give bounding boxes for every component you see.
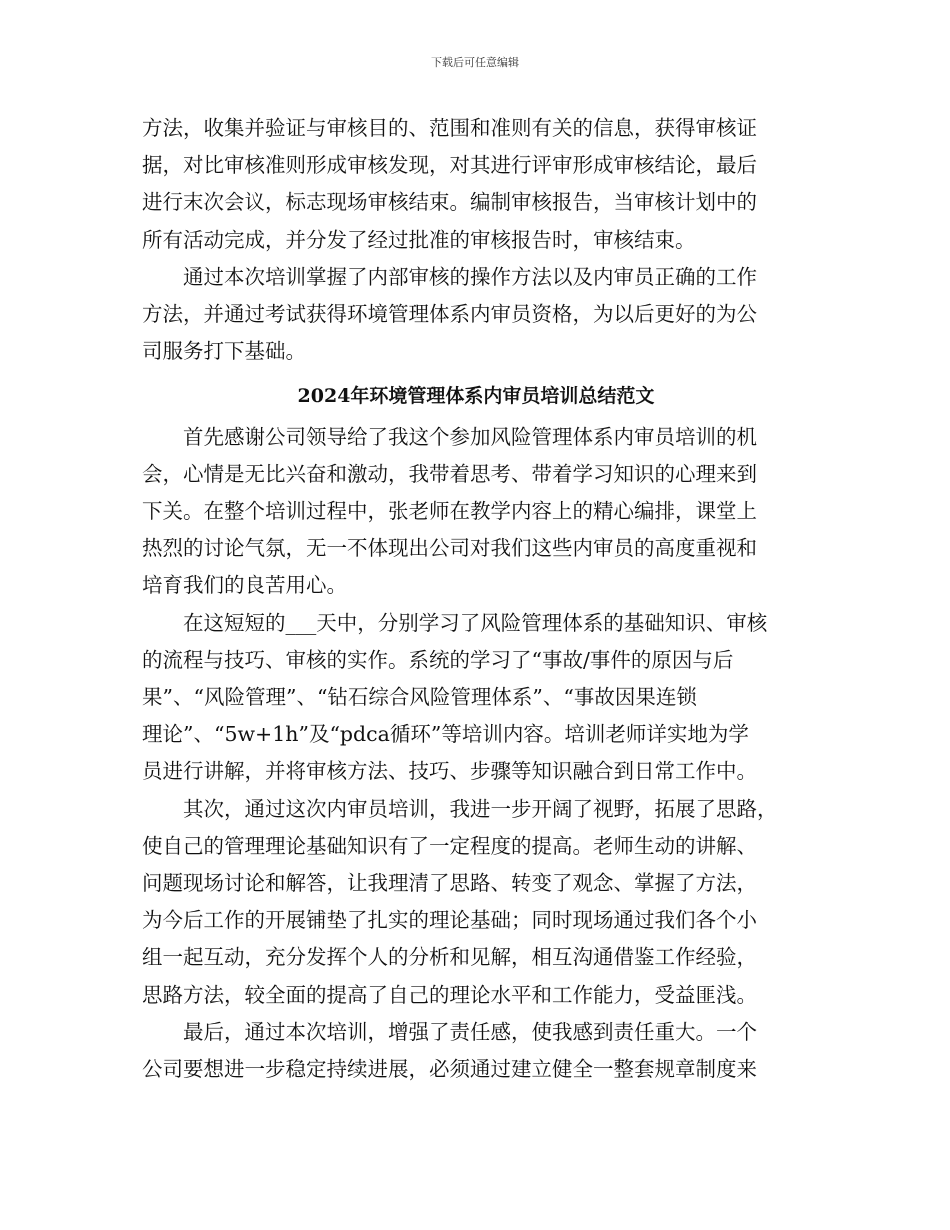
text-line: 思路方法，较全面的提高了自己的理论水平和工作能力，受益匪浅。 [142,982,757,1007]
text-line: 方法，收集并验证与审核目的、范围和准则有关的信息，获得审核证 [142,116,757,140]
paragraph-secondly [142,791,810,1014]
paragraph-audit-process [142,110,810,259]
text-line: 组一起互动，充分发挥个人的分析和见解，相互沟通借鉴工作经验， [142,945,757,970]
text-line: 在这短短的___天中，分别学习了风险管理体系的基础知识、审核 [142,610,768,635]
text-line: 问题现场讨论和解答，让我理清了思路、转变了观念、掌握了方法， [142,871,757,896]
text-line: 员进行讲解，并将审核方法、技巧、步骤等知识融合到日常工作中。 [142,759,757,784]
text-line: 首先感谢公司领导给了我这个参加风险管理体系内审员培训的机 [142,424,757,449]
section-heading: 2024年环境管理体系内审员培训总结范文 [297,385,655,408]
text-line: 使自己的管理理论基础知识有了一定程度的提高。老师生动的讲解、 [142,833,757,858]
paragraph-finally [142,1014,810,1088]
text-line: 所有活动完成，并分发了经过批准的审核报告时，审核结束。 [142,227,696,252]
text-line: 热烈的讨论气氛，无一不体现出公司对我们这些内审员的高度重视和 [142,536,757,561]
text-line: 进行末次会议，标志现场审核结束。编制审核报告，当审核计划中的 [142,190,757,215]
text-line: 司服务打下基础。 [142,339,306,364]
page-header-note: 下载后可任意编辑 [431,56,519,69]
text-line: 最后，通过本次培训，增强了责任感，使我感到责任重大。一个 [142,1019,757,1044]
text-line: 为今后工作的开展铺垫了扎实的理论基础；同时现场通过我们各个小 [142,908,757,933]
text-line: 会，心情是无比兴奋和激动，我带着思考、带着学习知识的心理来到 [142,461,757,486]
text-line: 通过本次培训掌握了内部审核的操作方法以及内审员正确的工作 [142,264,757,289]
document-body [142,110,810,1088]
text-line: 据，对比审核准则形成审核发现，对其进行评审形成审核结论，最后 [142,153,757,178]
text-line: 下关。在整个培训过程中，张老师在教学内容上的精心编排，课堂上 [142,499,757,524]
text-line: 的流程与技巧、审核的实作。系统的学习了“事故/事件的原因与后 [142,647,734,672]
text-line: 培育我们的良苦用心。 [142,573,347,598]
text-line: 理论”、“5w+1h”及“pdca循环”等培训内容。培训老师详实地为学 [142,722,749,747]
paragraph-training-outcome [142,259,810,371]
text-line: 公司要想进一步稳定持续进展，必须通过建立健全一整套规章制度来 [142,1057,757,1082]
text-line: 其次，通过这次内审员培训，我进一步开阔了视野，拓展了思路， [142,796,778,821]
paragraph-thanks [142,419,810,605]
text-line: 果”、“风险管理”、“钻石综合风险管理体系”、“事故因果连锁 [142,685,697,710]
text-line: 方法，并通过考试获得环境管理体系内审员资格，为以后更好的为公 [142,302,757,327]
paragraph-training-content [142,605,810,791]
